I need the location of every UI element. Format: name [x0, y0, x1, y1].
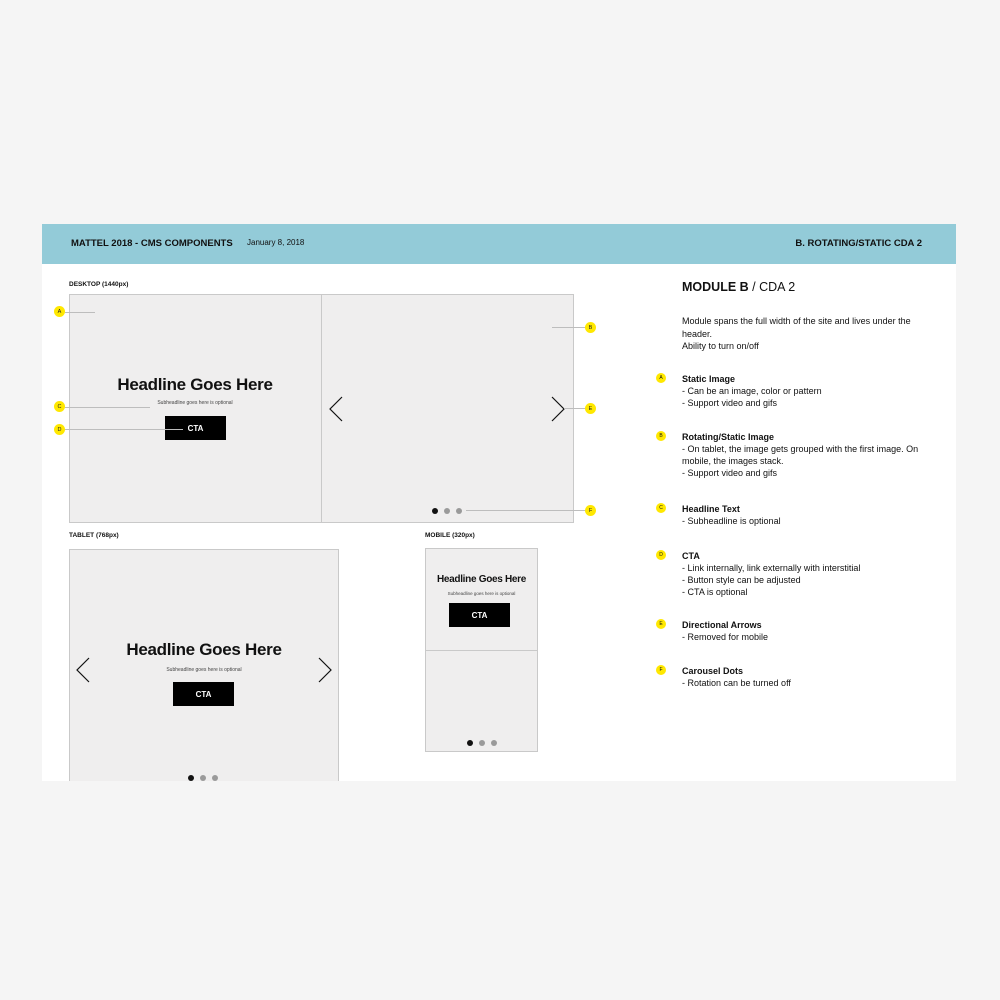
- note-title: CTA: [682, 551, 700, 561]
- desktop-cta-button[interactable]: CTA: [165, 416, 226, 440]
- note-rotating-image: [659, 431, 932, 479]
- marker-d: D: [54, 424, 65, 435]
- doc-title: MATTEL 2018 - CMS COMPONENTS: [71, 238, 233, 249]
- module-title-bold: MODULE B: [682, 280, 749, 294]
- desktop-subheadline: Subheadline goes here is optional: [157, 400, 233, 406]
- module-title: [682, 280, 942, 294]
- tablet-label: TABLET (768px): [69, 532, 119, 539]
- marker-e: E: [585, 403, 596, 414]
- tablet-headline: Headline Goes Here: [126, 640, 282, 659]
- leader-d: [65, 429, 183, 430]
- marker-c: C: [54, 401, 65, 412]
- tablet-frame: [69, 549, 339, 781]
- carousel-dot[interactable]: [212, 775, 218, 781]
- leader-c: [65, 407, 150, 408]
- leader-a: [65, 312, 95, 313]
- note-title: Rotating/Static Image: [682, 432, 775, 442]
- note-body: - Subheadline is optional: [682, 516, 781, 526]
- carousel-dot[interactable]: [479, 740, 485, 746]
- marker-b: B: [585, 322, 596, 333]
- carousel-dot-active[interactable]: [432, 508, 438, 514]
- chevron-right-icon[interactable]: [551, 396, 565, 422]
- note-marker: B: [656, 431, 666, 441]
- note-body: - Removed for mobile: [682, 632, 769, 642]
- note-marker: F: [656, 665, 666, 675]
- module-description: Module spans the full width of the site and lives under the header. Ability to turn on/off: [682, 316, 911, 351]
- leader-b: [552, 327, 586, 328]
- marker-a: A: [54, 306, 65, 317]
- desktop-divider: [321, 294, 322, 523]
- note-marker: E: [656, 619, 666, 629]
- spec-sheet: [42, 224, 956, 781]
- marker-f: F: [585, 505, 596, 516]
- mobile-label: MOBILE (320px): [425, 532, 475, 539]
- carousel-dot[interactable]: [200, 775, 206, 781]
- mobile-headline: Headline Goes Here: [436, 574, 527, 585]
- note-directional-arrows: [659, 619, 932, 643]
- doc-date: January 8, 2018: [247, 238, 305, 247]
- note-title: Directional Arrows: [682, 620, 762, 630]
- note-static-image: [659, 373, 932, 409]
- note-body: - Can be an image, color or pattern - Support video and gifs: [682, 386, 822, 408]
- note-cta: [659, 550, 932, 598]
- mobile-divider: [425, 650, 538, 651]
- note-title: Static Image: [682, 374, 736, 384]
- tablet-subheadline: Subheadline goes here is optional: [166, 667, 242, 673]
- note-carousel-dots: [659, 665, 932, 689]
- note-body: - Rotation can be turned off: [682, 678, 791, 688]
- module-notes: [659, 280, 942, 688]
- mobile-subheadline: Subheadline goes here is optional: [447, 591, 516, 596]
- tablet-cta-button[interactable]: CTA: [173, 682, 234, 706]
- module-title-rest: / CDA 2: [748, 280, 796, 294]
- carousel-dot[interactable]: [491, 740, 497, 746]
- carousel-dot[interactable]: [456, 508, 462, 514]
- section-title: B. ROTATING/STATIC CDA 2: [795, 238, 922, 249]
- mobile-cta-button[interactable]: CTA: [449, 603, 510, 627]
- carousel-dot-active[interactable]: [188, 775, 194, 781]
- chevron-left-icon[interactable]: [76, 657, 90, 683]
- note-marker: C: [656, 503, 666, 513]
- carousel-dot[interactable]: [444, 508, 450, 514]
- header-bar: [42, 224, 956, 264]
- chevron-left-icon[interactable]: [329, 396, 343, 422]
- leader-e: [564, 408, 586, 409]
- note-body: - Link internally, link externally with interstitial - Button style can be adjusted - CTA is optional: [682, 563, 861, 597]
- note-title: Carousel Dots: [682, 666, 744, 676]
- chevron-right-icon[interactable]: [318, 657, 332, 683]
- note-marker: D: [656, 550, 666, 560]
- note-body: - On tablet, the image gets grouped with the first image. On mobile, the images stack. - Support video and gifs: [682, 444, 919, 478]
- carousel-dot-active[interactable]: [467, 740, 473, 746]
- desktop-headline: Headline Goes Here: [117, 375, 273, 394]
- note-title: Headline Text: [682, 504, 740, 514]
- leader-f: [466, 510, 586, 511]
- note-headline-text: [659, 503, 932, 527]
- note-marker: A: [656, 373, 666, 383]
- desktop-label: DESKTOP (1440px): [69, 281, 129, 288]
